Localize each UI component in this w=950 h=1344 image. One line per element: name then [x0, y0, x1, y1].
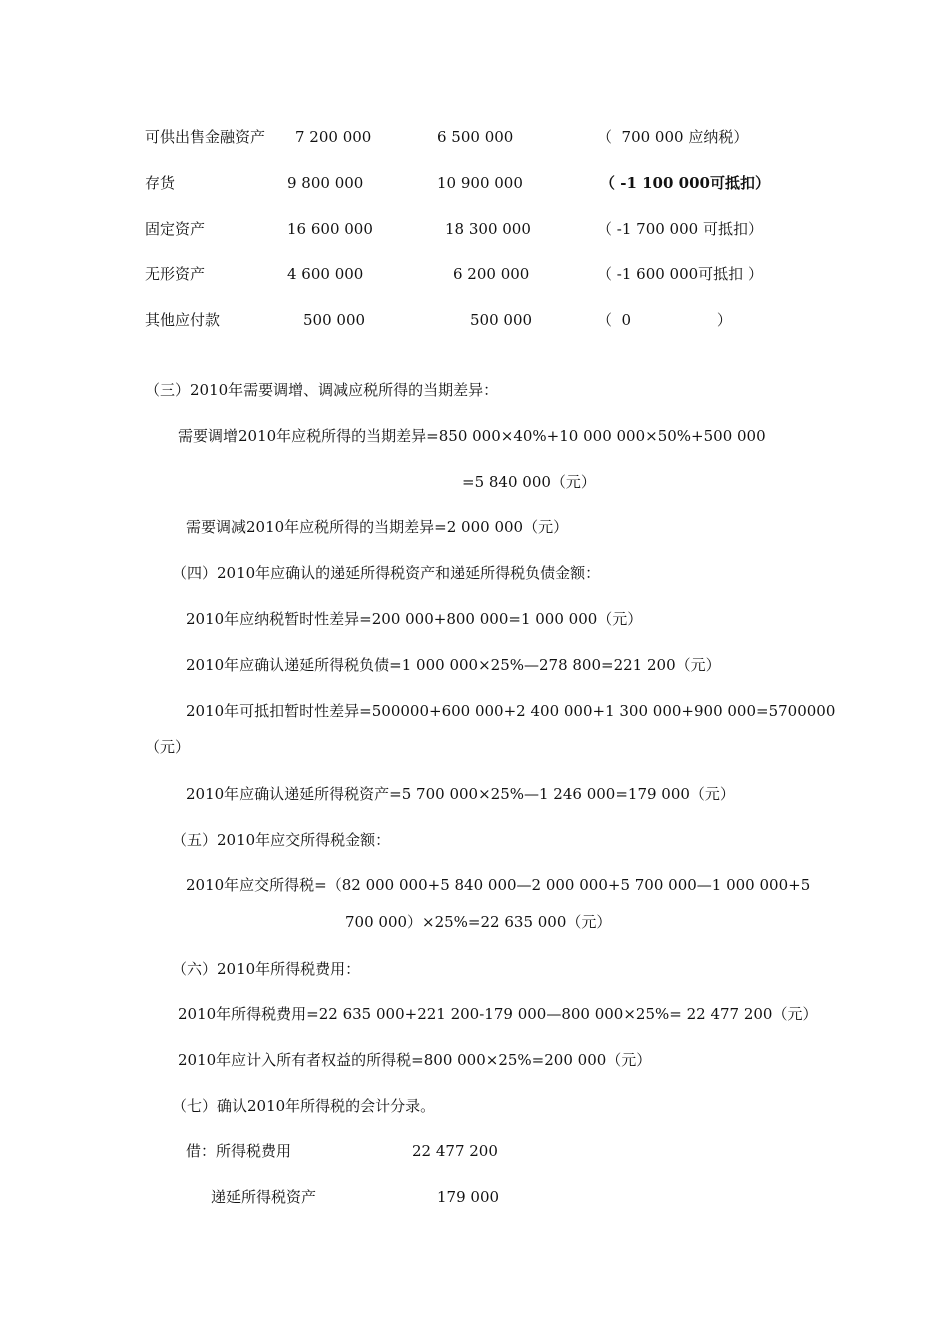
- table-cell-note: （ 0 ）: [597, 311, 732, 329]
- formula-line: 2010年应交所得税=（82 000 000+5 840 000—2 000 000+5 700 000—1 000 000+5: [186, 876, 811, 894]
- formula-line-continued: 700 000）×25%=22 635 000（元）: [345, 913, 612, 931]
- section-heading: （三）2010年需要调增、调减应税所得的当期差异：: [145, 381, 499, 399]
- journal-debit-amount: 179 000: [437, 1188, 500, 1206]
- table-cell-value: 7 200 000: [295, 128, 372, 146]
- formula-line: 需要调减2010年应税所得的当期差异=2 000 000（元）: [186, 518, 569, 536]
- table-cell-value: 6 200 000: [453, 265, 530, 283]
- section-heading: （五）2010年应交所得税金额：: [172, 831, 391, 849]
- formula-line: 2010年应纳税暂时性差异=200 000+800 000=1 000 000（元）: [186, 610, 643, 628]
- formula-line: 2010年应确认递延所得税资产=5 700 000×25%—1 246 000=179 000（元）: [186, 785, 735, 803]
- table-item-label: 无形资产: [145, 265, 206, 283]
- table-cell-note: （ -1 700 000 可抵扣）: [597, 220, 763, 238]
- table-cell-value: 10 900 000: [437, 174, 523, 192]
- table-cell-value: 500 000: [470, 311, 533, 329]
- table-item-label: 可供出售金融资产: [145, 128, 266, 146]
- formula-result: =5 840 000（元）: [462, 473, 596, 491]
- formula-line: 2010年可抵扣暂时性差异=500000+600 000+2 400 000+1 300 000+900 000=5700000: [186, 702, 836, 720]
- table-cell-value: 500 000: [303, 311, 366, 329]
- table-cell-note: （ -1 600 000可抵扣 ）: [597, 265, 763, 283]
- formula-line: 2010年所得税费用=22 635 000+221 200-179 000—800 000×25%= 22 477 200（元）: [178, 1005, 818, 1023]
- table-item-label: 存货: [145, 174, 176, 192]
- formula-line: 2010年应计入所有者权益的所得税=800 000×25%=200 000（元）: [178, 1051, 652, 1069]
- table-cell-value: 16 600 000: [287, 220, 373, 238]
- table-cell-note: （ 700 000 应纳税）: [597, 128, 749, 146]
- section-heading: （七）确认2010年所得税的会计分录。: [172, 1097, 436, 1115]
- table-cell-value: 4 600 000: [287, 265, 364, 283]
- section-heading: （四）2010年应确认的递延所得税资产和递延所得税负债金额：: [172, 564, 601, 582]
- table-cell-value: 9 800 000: [287, 174, 364, 192]
- table-cell-value: 18 300 000: [445, 220, 531, 238]
- section-heading: （六）2010年所得税费用：: [172, 960, 361, 978]
- table-item-label: 固定资产: [145, 220, 206, 238]
- journal-debit-account: 递延所得税资产: [211, 1188, 317, 1206]
- formula-line: 需要调增2010年应税所得的当期差异=850 000×40%+10 000 000×50%+500 000: [178, 427, 766, 445]
- formula-line: 2010年应确认递延所得税负债=1 000 000×25%—278 800=221 200（元）: [186, 656, 721, 674]
- table-cell-note: （ -1 100 000可抵扣）: [600, 174, 770, 192]
- journal-debit-amount: 22 477 200: [412, 1142, 498, 1160]
- table-cell-value: 6 500 000: [437, 128, 514, 146]
- table-item-label: 其他应付款: [145, 311, 221, 329]
- journal-debit-account: 借：所得税费用: [186, 1142, 292, 1160]
- formula-line-continued: （元）: [145, 738, 191, 756]
